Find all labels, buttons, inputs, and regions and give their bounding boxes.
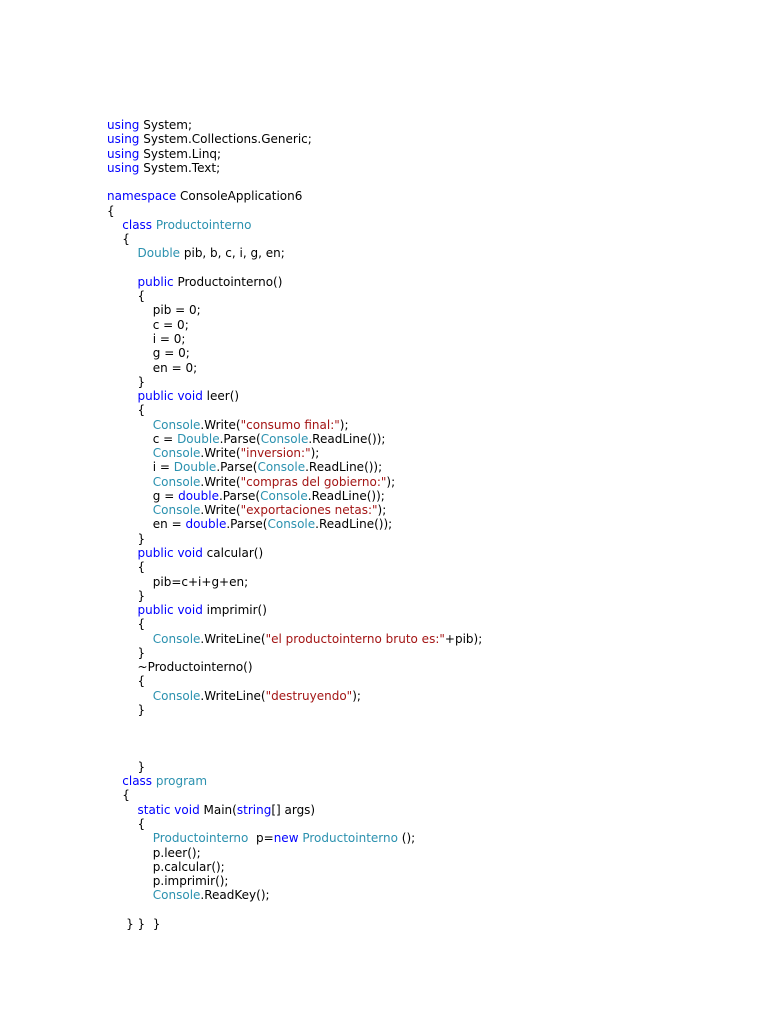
code-line [107,646,482,660]
code-token: i = 0; [107,331,186,346]
string-token: "inversion:" [240,446,311,461]
code-line [107,446,482,460]
code-token: pib = 0; [107,303,201,318]
string-token: "destruyendo" [265,688,353,703]
code-line [107,175,482,189]
code-token: } } } [107,916,161,931]
code-token: { [107,674,146,689]
keyword-token: public [137,389,174,404]
code-token: g = 0; [107,346,190,361]
code-token: } [107,531,146,546]
code-line [107,189,482,203]
type-token: Double [173,460,217,475]
code-line [107,318,482,332]
code-line [107,617,482,631]
code-token: +pib); [444,631,483,646]
code-token: { [107,617,146,632]
code-token [107,389,138,403]
code-line [107,831,482,845]
type-token: Productointerno [152,831,249,846]
type-token: Productointerno [155,217,252,232]
code-line [107,346,482,360]
code-line [107,546,482,560]
keyword-token: public [137,274,174,289]
code-line [107,632,482,646]
code-token: p.leer(); [107,845,201,860]
code-line [107,246,482,260]
code-token: Productointerno() [173,274,283,289]
code-token: System.Text; [139,160,221,175]
code-token: .WriteLine( [200,631,266,646]
code-token: calcular() [202,545,264,560]
code-token: .ReadLine()); [315,517,393,532]
code-token [107,831,153,845]
type-token: Double [137,246,181,261]
code-token: g = [107,488,179,503]
code-token: .WriteLine( [200,688,266,703]
keyword-token: new [273,831,299,846]
keyword-token: static [137,802,171,817]
keyword-token: public [137,545,174,560]
type-token: Console [152,417,201,432]
code-token: .ReadLine()); [308,431,386,446]
code-token: .Write( [200,446,241,461]
code-token: .Parse( [226,517,268,532]
code-line [107,703,482,717]
code-token: ); [386,474,396,489]
code-line [107,532,482,546]
type-token: Console [152,474,201,489]
keyword-token: void [177,389,203,404]
code-token: { [107,232,130,247]
code-token: { [107,289,146,304]
code-line [107,161,482,175]
code-token [107,246,138,260]
code-token: System.Linq; [139,146,222,161]
code-line [107,275,482,289]
code-line [107,517,482,531]
code-line [107,660,482,674]
code-token [107,418,153,432]
code-token: i = [107,460,174,475]
type-token: program [155,774,208,789]
code-token: c = [107,431,178,446]
code-token: pib=c+i+g+en; [107,574,249,589]
code-line [107,589,482,603]
type-token: Console [260,488,308,503]
type-token: Console [152,631,201,646]
code-token: { [107,817,146,832]
code-token: ); [352,688,361,703]
code-token: p.calcular(); [107,859,225,874]
code-token: } [107,759,146,774]
code-line [107,418,482,432]
keyword-token: class [107,217,153,232]
code-line [107,788,482,802]
code-line [107,261,482,275]
code-token: ~Productointerno() [107,660,253,675]
code-token [107,689,153,703]
keyword-token: namespace [107,189,177,204]
code-line [107,917,482,931]
code-line [107,774,482,788]
code-line [107,731,482,745]
code-token: } [107,374,146,389]
keyword-token: using [107,132,140,147]
keyword-token: void [174,802,200,817]
code-token: .Write( [200,503,241,518]
keyword-token: using [107,118,140,132]
code-token [107,275,138,289]
code-line [107,147,482,161]
code-line [107,760,482,774]
code-token: } [107,702,146,717]
code-line [107,389,482,403]
code-token: } [107,645,146,660]
code-token: .ReadKey(); [200,888,270,903]
code-line [107,132,482,146]
code-line [107,289,482,303]
type-token: Console [257,460,306,475]
code-token [107,632,153,646]
type-token: Double [177,431,220,446]
code-line [107,218,482,232]
code-token: en = 0; [107,360,198,375]
code-token: .Parse( [216,460,258,475]
code-token: { [107,203,115,218]
code-token: .Parse( [219,431,261,446]
code-token: .ReadLine()); [305,460,383,475]
code-token [107,503,153,517]
code-line [107,204,482,218]
code-line [107,118,482,132]
type-token: Console [152,688,201,703]
code-line [107,375,482,389]
code-token: en = [107,517,186,532]
code-token: (); [397,831,416,846]
code-line [107,575,482,589]
type-token: Console [152,503,201,518]
keyword-token: void [177,545,203,560]
code-token: imprimir() [202,603,267,618]
code-line [107,489,482,503]
code-token: { [107,788,130,803]
code-line [107,888,482,902]
code-token [107,603,138,617]
code-token [107,475,153,489]
code-line [107,475,482,489]
code-line [107,303,482,317]
code-line [107,860,482,874]
code-line [107,717,482,731]
code-token: [] args) [271,802,316,817]
code-token: pib, b, c, i, g, en; [180,246,285,261]
code-token [107,803,138,817]
keyword-token: class [107,774,153,789]
type-token: Productointerno [302,831,398,846]
code-token: .Parse( [218,488,261,503]
code-line [107,674,482,688]
code-token: { [107,560,146,575]
code-line [107,803,482,817]
type-token: Console [260,431,309,446]
code-line [107,432,482,446]
code-line [107,503,482,517]
code-token: System; [139,118,193,132]
keyword-token: void [177,603,203,618]
type-token: Console [267,517,316,532]
code-token: ); [377,503,387,518]
code-token: Main( [199,802,237,817]
code-line [107,903,482,917]
code-line [107,403,482,417]
code-line [107,689,482,703]
code-line [107,746,482,760]
keyword-token: using [107,146,140,161]
type-token: Console [152,446,201,461]
code-token: leer() [202,389,240,404]
code-line [107,846,482,860]
code-token [107,446,153,460]
code-token: c = 0; [107,317,189,332]
keyword-token: double [185,517,227,532]
string-token: "compras del gobierno:" [240,474,387,489]
string-token: "el productointerno bruto es:" [265,631,445,646]
code-line [107,460,482,474]
code-line [107,560,482,574]
code-line [107,232,482,246]
keyword-token: double [178,488,219,503]
keyword-token: string [236,802,272,817]
code-token: System.Collections.Generic; [139,132,312,147]
code-line [107,603,482,617]
keyword-token: public [137,603,174,618]
code-line [107,332,482,346]
type-token: Console [152,888,201,903]
string-token: "consumo final:" [240,417,340,432]
code-token: } [107,588,146,603]
code-token [107,888,153,902]
code-token: p.imprimir(); [107,874,229,889]
code-line [107,817,482,831]
code-listing [107,118,482,931]
string-token: "exportaciones netas:" [240,503,378,518]
code-token: ); [339,417,349,432]
code-line [107,874,482,888]
code-token: { [107,403,146,418]
code-token: .Write( [200,417,241,432]
code-token: p= [248,831,274,846]
keyword-token: using [107,160,140,175]
code-token: ); [310,446,320,461]
code-token: ConsoleApplication6 [176,189,303,204]
code-token: .ReadLine()); [307,488,385,503]
code-token: .Write( [200,474,241,489]
code-token [107,546,138,560]
code-line [107,361,482,375]
